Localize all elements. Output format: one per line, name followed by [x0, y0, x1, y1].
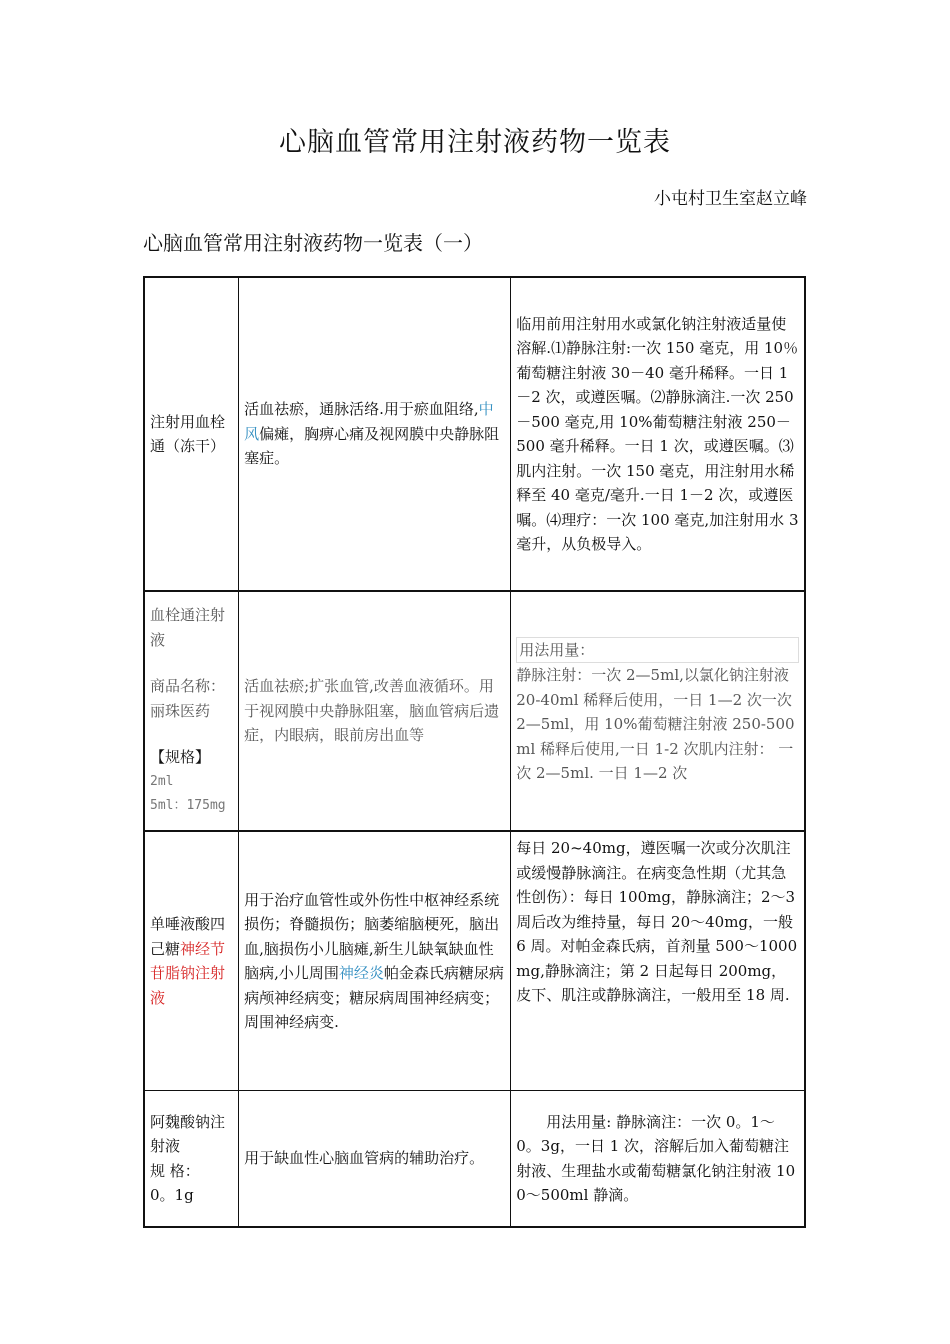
usage-cell — [511, 1091, 805, 1228]
indication-cell — [239, 831, 511, 1091]
indication-text: 用于缺血性心脑血管病的辅助治疗。 — [244, 1149, 485, 1168]
usage-text: 静脉注射：一次 2—5ml,以氯化钠注射液 20-40ml 稀释后使用，一日 1—2 次一次 2—5ml，用 10%葡萄糖注射液 250-500ml 稀释后使用,一日 1-2 次肌内注射： 一次 2—5ml. 一日 1—2 次 — [516, 666, 795, 782]
spec-label: 规 格： — [150, 1161, 200, 1180]
drug-name-cell — [144, 1091, 239, 1228]
table-row — [144, 591, 805, 831]
trade-name: 丽珠医药 — [150, 701, 211, 720]
indication-text: 活血祛瘀，通脉活络.用于瘀血阻络, — [244, 400, 479, 419]
usage-cell — [511, 591, 805, 831]
indication-text: 用于治疗血管性或外伤性中枢神经系统损伤；脊髓损伤；脑萎缩脑梗死，脑出血,脑损伤小儿脑瘫,新生儿缺氧缺血性脑病,小儿周围 — [244, 890, 500, 982]
author-line: 小屯村卫生室赵立峰 — [654, 189, 807, 209]
indication-cell — [239, 591, 511, 831]
table-row — [144, 277, 805, 591]
usage-text: 每日 20~40mg，遵医嘱一次或分次肌注或缓慢静脉滴注。在病变急性期（尤其急性创伤）：每日 100mg，静脉滴注；2～3 周后改为维持量，每日 20～40mg，一般 6 周。对帕金森氏病，首剂量 500～1000mg,静脉滴注；第 2 日起每日 200mg，皮下、肌注或静脉滴注，一般用至 18 周. — [516, 839, 798, 1004]
usage-cell — [511, 831, 805, 1091]
usage-text: 用法用量: 静脉滴注：一次 0。1～0。3g，一日 1 次，溶解后加入葡萄糖注射液、生理盐水或葡萄糖氯化钠注射液 100～500ml 静滴。 — [516, 1112, 796, 1204]
spec-label: 【规格】 — [150, 748, 211, 767]
spec-value: 5ml：175mg — [150, 798, 226, 814]
drug-name-cell — [144, 591, 239, 831]
table-row — [144, 831, 805, 1091]
drug-name: 阿魏酸钠注射液 — [150, 1112, 226, 1155]
usage-cell — [511, 277, 805, 591]
drug-name-cell — [144, 277, 239, 591]
usage-text: 临用前用注射用水或氯化钠注射液适量使溶解.⑴静脉注射:一次 150 毫克，用 10％葡萄糖注射液 30－40 毫升稀释。一日 1－2 次，或遵医嘱。⑵静脉滴注.一次 250－500 毫克,用 10%葡萄糖注射液 250－500 毫升稀释。一日 1 次，或遵医嘱。⑶肌内注射。一次 150 毫克，用注射用水稀释至 40 毫克/毫升.一日 1－2 次，或遵医嘱。⑷理疗：一次 100 毫克,加注射用水 3 毫升，从负极导入。 — [516, 314, 799, 553]
drug-name: 血栓通注射液 — [150, 606, 226, 649]
trade-name-label: 商品名称： — [150, 677, 226, 696]
indication-text: 帕金森氏病糖尿病病颅神经病变；糖尿病周围神经病变；周围神经病变. — [244, 964, 504, 1031]
drug-table — [143, 276, 806, 1228]
drug-name: 注射用血栓通（冻干） — [150, 412, 226, 455]
drug-name: 单唾液酸四己糖 — [150, 915, 226, 958]
indication-cell — [239, 277, 511, 591]
usage-label: 用法用量： — [516, 637, 799, 664]
stroke-link[interactable]: 中风 — [244, 400, 494, 443]
indication-cell — [239, 1091, 511, 1228]
spec-value: 2ml — [150, 773, 174, 789]
indication-text: 活血祛瘀;扩张血管,改善血液循环。用于视网膜中央静脉阻塞，脑血管病后遗症，内眼病，眼前房出血等 — [244, 677, 500, 745]
page-title: 心脑血管常用注射液药物一览表 — [279, 127, 671, 158]
spec-value: 0。1g — [150, 1186, 194, 1204]
drug-name-cell — [144, 831, 239, 1091]
section-subtitle: 心脑血管常用注射液药物一览表（一） — [143, 231, 483, 255]
indication-text: 偏瘫，胸痹心痛及视网膜中央静脉阻塞症。 — [244, 424, 500, 468]
table-row — [144, 1091, 805, 1228]
neuritis-link[interactable]: 神经炎 — [338, 964, 384, 982]
ganglioside-link[interactable]: 神经节苷脂钠注射液 — [150, 939, 226, 1007]
